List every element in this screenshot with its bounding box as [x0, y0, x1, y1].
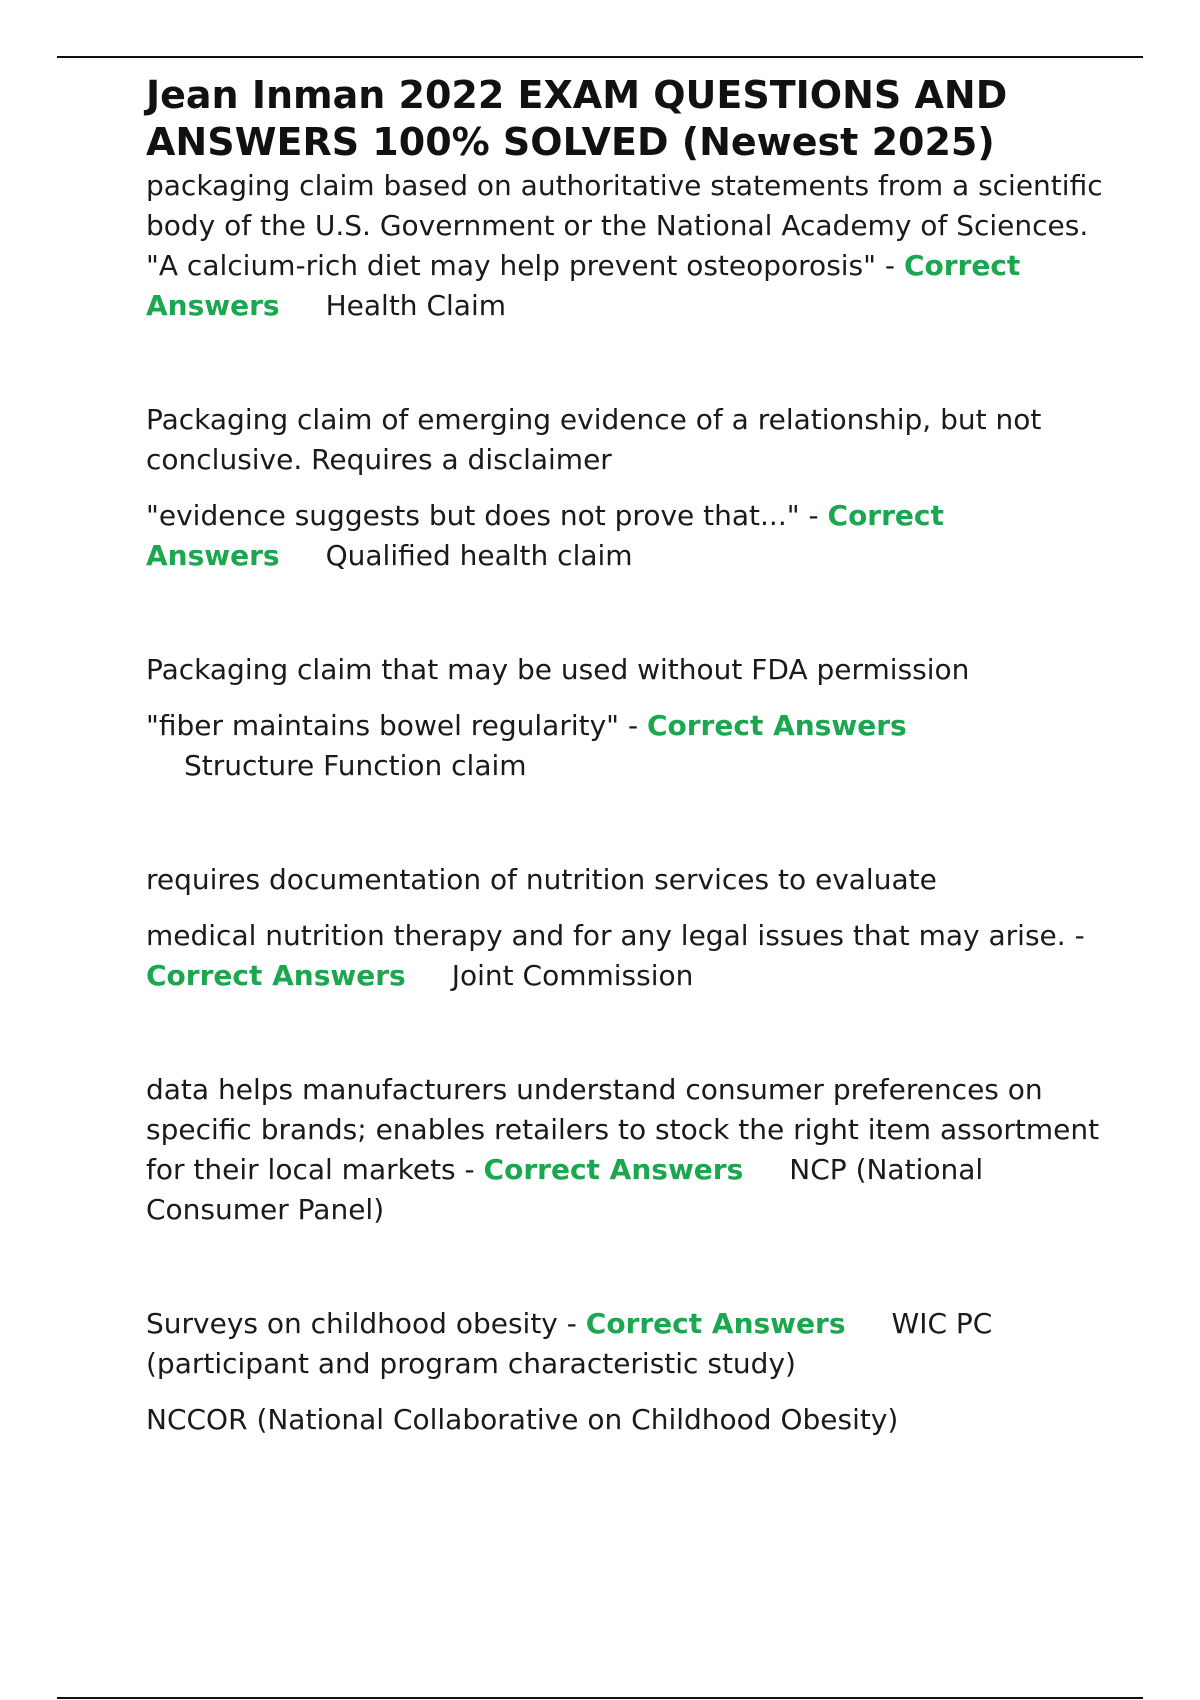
question-text: packaging claim based on authoritative statements from a scientific body of the U.S. Government or the National Academy of Sciences. "A calcium-rich diet may help prevent osteoporosis": [146, 169, 1103, 282]
bottom-rule: [57, 1697, 1143, 1699]
question-intro: Packaging claim of emerging evidence of a relationship, but not conclusive. Requires a disclaimer: [146, 403, 1042, 476]
answer-text: NCP (National Consumer Panel): [146, 1153, 984, 1226]
question-text: medical nutrition therapy and for any legal issues that may arise.: [146, 919, 1066, 952]
correct-answers-label: Correct Answers: [146, 249, 1021, 322]
correct-answers-label: Correct Answers: [483, 1153, 744, 1186]
correct-answers-label: Correct Answers: [146, 499, 944, 572]
correct-answers-label: Correct Answers: [585, 1307, 846, 1340]
document-title: Jean Inman 2022 EXAM QUESTIONS AND ANSWERS 100% SOLVED (Newest 2025): [146, 73, 1008, 164]
correct-answers-label: Correct Answers: [146, 959, 406, 992]
answer-followup: NCCOR (National Collaborative on Childhood Obesity): [146, 1403, 899, 1436]
answer-text: Health Claim: [325, 289, 506, 322]
answer-text: WIC PC (participant and program characteristic study): [146, 1307, 993, 1380]
separator: -: [619, 709, 647, 742]
question-intro: Packaging claim that may be used without FDA permission: [146, 653, 970, 686]
qa-entry-4: [146, 916, 1106, 996]
qa-entry-6: [146, 1304, 1106, 1384]
question-intro: requires documentation of nutrition services to evaluate: [146, 863, 937, 896]
top-rule: [57, 56, 1143, 58]
qa-entry-3: [146, 706, 1106, 746]
answer-text: Joint Commission: [451, 959, 694, 992]
document-content: [146, 72, 1106, 1440]
qa-entry-5: [146, 1070, 1106, 1230]
separator: -: [557, 1307, 586, 1340]
answer-text: Qualified health claim: [325, 539, 633, 572]
qa-entry-2: [146, 496, 1106, 576]
separator: -: [1065, 919, 1085, 952]
question-text: "evidence suggests but does not prove that...": [146, 499, 800, 532]
question-text: "fiber maintains bowel regularity": [146, 709, 620, 742]
separator: -: [799, 499, 828, 532]
qa-entry-1: [146, 166, 1106, 326]
separator: -: [876, 249, 904, 282]
separator: -: [455, 1153, 484, 1186]
question-text: Surveys on childhood obesity: [146, 1307, 558, 1340]
correct-answers-label: Correct Answers: [646, 709, 907, 742]
question-text: data helps manufacturers understand consumer preferences on specific brands; enables retailers to stock the right item assortment for their local markets: [146, 1073, 1100, 1186]
answer-text: Structure Function claim: [184, 749, 527, 782]
